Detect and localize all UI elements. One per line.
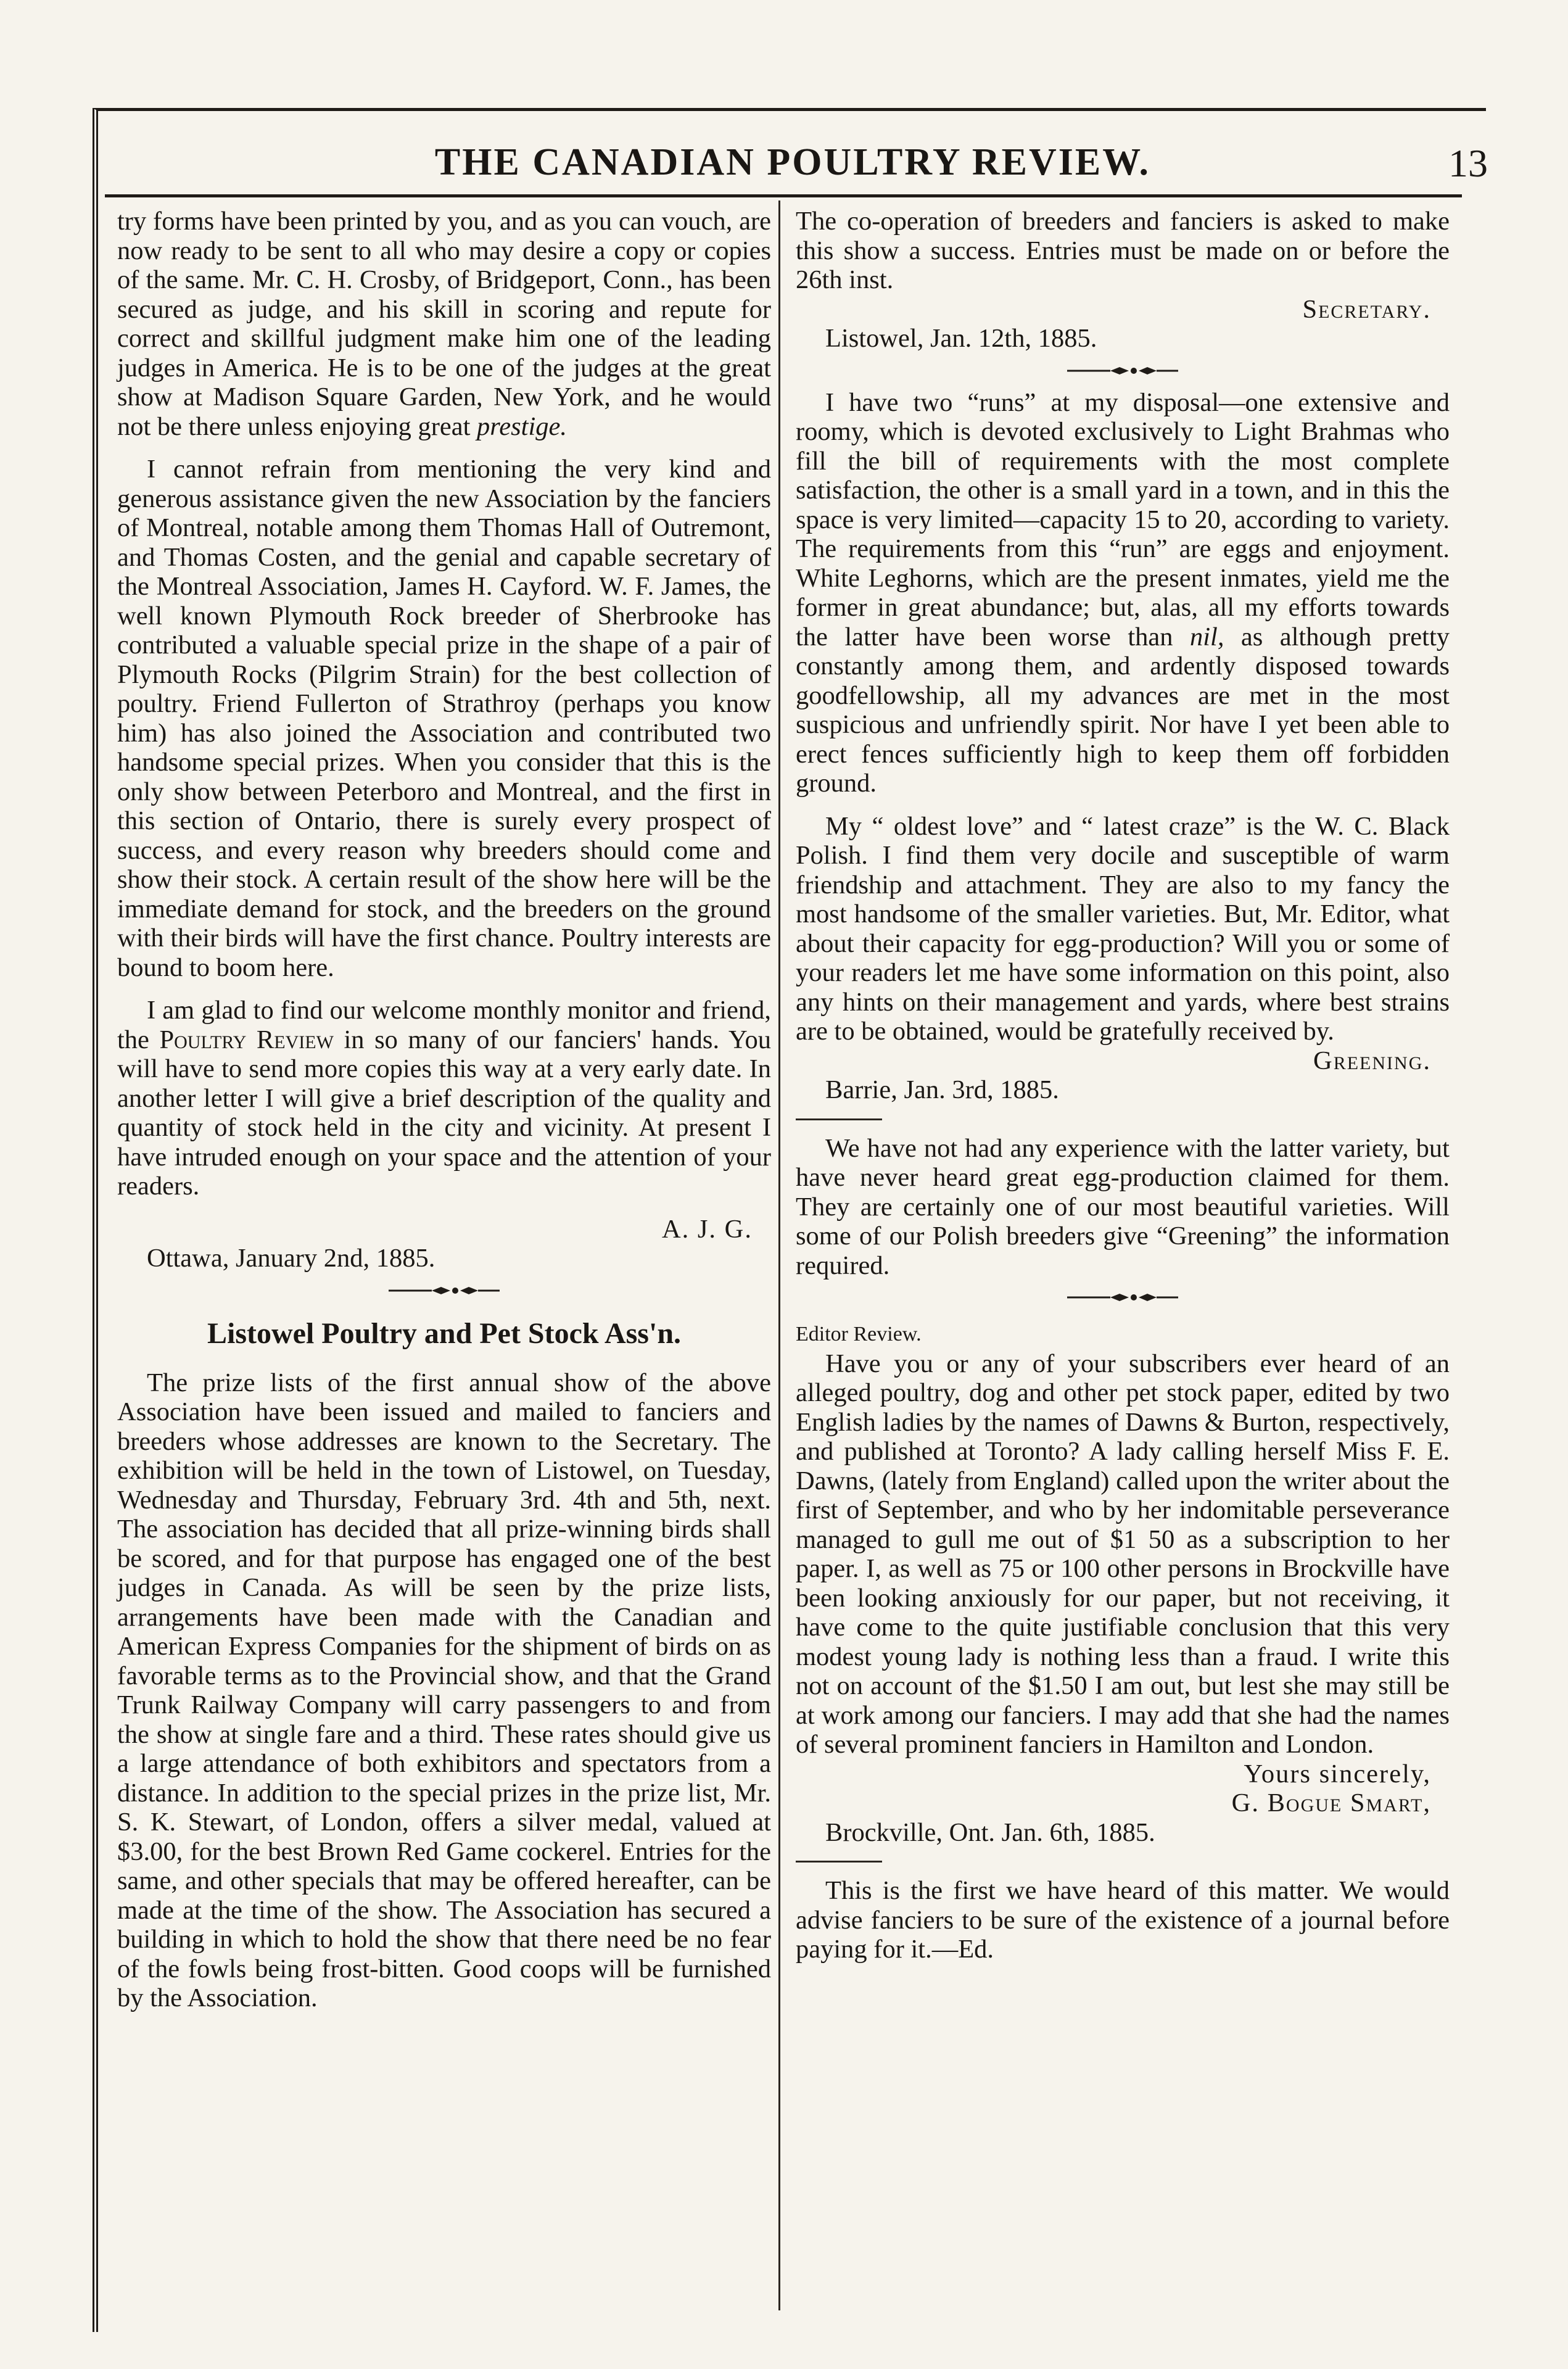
article-heading: Listowel Poultry and Pet Stock Ass'n. bbox=[207, 1317, 682, 1350]
short-rule bbox=[796, 1861, 882, 1863]
paragraph: My “ oldest love” and “ latest craze” is the W. C. Black Polish. I find them very docile and susceptible of warm friendship and attachment. They are also to my fancy the most handsome of the smaller varieties. But, Mr. Editor, what about their capacity for egg-production? Will you or some of your readers let me have some information on this point, also any hints on their management and yards, where best strains are to be obtained, would be gratefully received by. bbox=[796, 811, 1450, 1046]
dateline: Ottawa, January 2nd, 1885. bbox=[147, 1244, 435, 1273]
left-column bbox=[117, 207, 771, 2013]
column-divider bbox=[778, 201, 780, 2310]
section-label: Editor Review. bbox=[796, 1323, 922, 1346]
paragraph: We have not had any experience with the latter variety, but have never heard great egg-production claimed for them. They are certainly one of our most beautiful varieties. Will some of our Polish breeders give “Greening” the information required. bbox=[796, 1133, 1450, 1280]
signature: Greening. bbox=[1313, 1046, 1431, 1075]
paragraph: Have you or any of your subscribers ever heard of an alleged poultry, dog and other pet stock paper, edited by two English ladies by the names of Dawns & Burton, respectively, and published at Toronto? A lady calling herself Miss F. E. Dawns, (lately from England) called upon the writer about the first of September, and who by her indomitable perseverance managed to gull me out of $1 50 as a subscription to her paper. I, as well as 75 or 100 other persons in Brockville have been looking anxiously for our paper, but not receiving, it have come to the quite justifiable conclusion that this very modest young lady is nothing less than a fraud. I write this not on account of the $1.50 I am out, but lest she may still be at work among our fanciers. I may add that she had the names of several prominent fanciers in Hamilton and London. bbox=[796, 1349, 1450, 1759]
page-number: 13 bbox=[1448, 141, 1488, 185]
running-head: THE CANADIAN POULTRY REVIEW. bbox=[434, 141, 1151, 183]
signature: G. Bogue Smart, bbox=[1231, 1788, 1431, 1817]
paragraph: This is the first we have heard of this matter. We would advise fanciers to be sure of the existence of a journal before paying for it.—Ed. bbox=[796, 1876, 1450, 1964]
paragraph: I have two “runs” at my disposal—one extensive and roomy, which is devoted exclusively to Light Brahmas who fill the bill of requirements with the most complete satisfaction, the other is a small yard in a town, and in this the space is very limited—capacity 15 to 20, according to variety. The requirements from this “run” are eggs and enjoyment. White Leghorns, which are the present inmates, yield me the former in great abundance; but, alas, all my efforts towards the latter have been worse than nil, as although pretty constantly among them, and ardently disposed towards goodfellowship, all my advances are met in the most suspicious and unfriendly spirit. Nor have I yet been able to erect fences sufficiently high to keep them off forbidden ground. bbox=[796, 387, 1450, 798]
dateline: Brockville, Ont. Jan. 6th, 1885. bbox=[825, 1817, 1155, 1847]
header-rule bbox=[105, 194, 1462, 197]
dateline: Barrie, Jan. 3rd, 1885. bbox=[825, 1075, 1059, 1104]
short-rule bbox=[796, 1118, 882, 1120]
ornament-divider bbox=[117, 1284, 771, 1297]
paragraph: try forms have been printed by you, and as you can vouch, are now ready to be sent to all who may desire a copy or copies of the same. Mr. C. H. Crosby, of Bridgeport, Conn., has been secured as judge, and his skill in scoring and repute for correct and skillful judgment make him one of the leading judges in America. He is to be one of the judges at the great show at Madison Square Garden, New York, and he would not be there unless enjoying great prestige. bbox=[117, 207, 771, 441]
closing: Yours sincerely, bbox=[1244, 1759, 1431, 1788]
paragraph: The prize lists of the first annual show of the above Association have been issued and mailed to fanciers and breeders whose addresses are known to the Secretary. The exhibition will be held in the town of Listowel, on Tuesday, Wednesday and Thursday, February 3rd. 4th and 5th, next. The association has decided that all prize-winning birds shall be scored, and for that purpose has engaged one of the best judges in Canada. As will be seen by the prize lists, arrangements have been made with the Canadian and American Express Companies for the shipment of birds on as favorable terms as to the Provincial show, and that the Grand Trunk Railway Company will carry passengers to and from the show at single fare and a third. These rates should give us a large attendance of both exhibitors and spectators from a distance. In addition to the special prizes in the prize list, Mr. S. K. Stewart, of London, offers a silver medal, valued at $3.00, for the best Brown Red Game cockerel. Entries for the same, and other specials that may be offered hereafter, can be made at the time of the show. The Association has secured a building in which to hold the show that there need be no fear of the fowls being frost-bitten. Good coops will be furnished by the Association. bbox=[117, 1368, 771, 2012]
paragraph: I cannot refrain from mentioning the very kind and generous assistance given the new Association by the fanciers of Montreal, notable among them Thomas Hall of Outremont, and Thomas Costen, and the genial and capable secretary of the Montreal Association, James H. Cayford. W. F. James, the well known Plymouth Rock breeder of Sherbrooke has contributed a valuable special prize in the shape of a pair of Plymouth Rocks (Pilgrim Strain) for the best collection of poultry. Friend Fullerton of Strathroy (perhaps you know him) has also joined the Association and contributed two handsome special prizes. When you consider that this is the only show between Peterboro and Montreal, and the first in this section of Ontario, there is surely every prospect of success, and every reason why breeders should come and show their stock. A certain result of the show here will be the immediate demand for stock, and the breeders on the ground with their birds will have the first chance. Poultry interests are bound to boom here. bbox=[117, 455, 771, 982]
right-column bbox=[796, 207, 1450, 1964]
dateline: Listowel, Jan. 12th, 1885. bbox=[825, 324, 1097, 353]
paragraph: I am glad to find our welcome monthly monitor and friend, the Poultry Review in so many of our fanciers' hands. You will have to send more copies this way at a very early date. In another letter I will give a brief description of the quality and quantity of stock held in the city and vicinity. At present I have intruded enough on your space and the attention of your readers. bbox=[117, 996, 771, 1201]
paragraph: The co-operation of breeders and fanciers is asked to make this show a success. Entries must be made on or before the 26th inst. bbox=[796, 207, 1450, 294]
signature: Secretary. bbox=[1302, 294, 1431, 324]
ornament-divider bbox=[796, 1291, 1450, 1304]
signature: A. J. G. bbox=[661, 1214, 753, 1244]
ornament-divider bbox=[796, 365, 1450, 377]
